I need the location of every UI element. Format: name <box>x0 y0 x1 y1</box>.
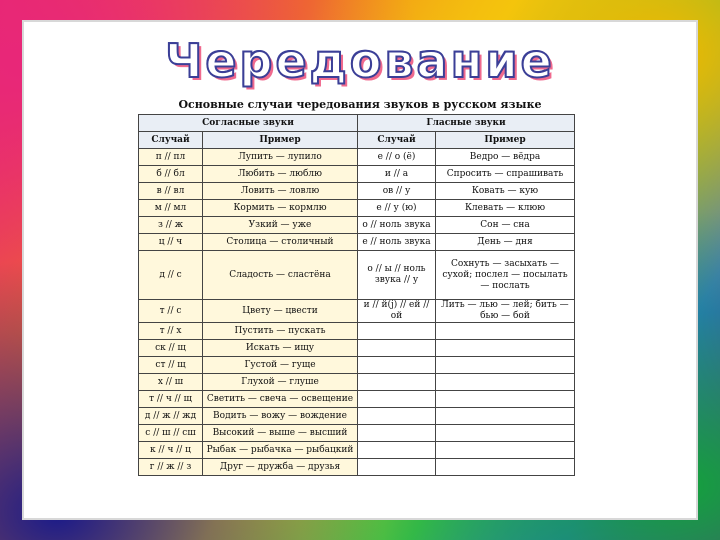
table-cell: т // х <box>139 323 203 340</box>
table-cell: е // у (ю) <box>358 200 436 217</box>
table-cell <box>358 391 436 408</box>
table-cell: Сладость — сластёна <box>203 251 358 300</box>
table-cell: Узкий — уже <box>203 217 358 234</box>
table-cell: к // ч // ц <box>139 442 203 459</box>
table-cell: в // вл <box>139 183 203 200</box>
column-header-example: Пример <box>436 132 575 149</box>
table-cell: п // пл <box>139 149 203 166</box>
alternation-table <box>138 114 575 476</box>
table-cell: Цвету — цвести <box>203 300 358 323</box>
column-header-example: Пример <box>203 132 358 149</box>
table-cell <box>358 459 436 476</box>
column-header-row <box>139 132 575 149</box>
table-cell <box>436 459 575 476</box>
table-cell: ск // щ <box>139 340 203 357</box>
table-cell: с // ш // сш <box>139 425 203 442</box>
table-cell <box>436 425 575 442</box>
table-cell <box>358 323 436 340</box>
table-cell: ц // ч <box>139 234 203 251</box>
table-caption: Основные случаи чередования звуков в русском языке <box>178 98 542 111</box>
table-cell <box>358 425 436 442</box>
table-cell <box>436 374 575 391</box>
table-cell: Глухой — глуше <box>203 374 358 391</box>
table-body <box>139 149 575 476</box>
table-cell: Друг — дружба — друзья <box>203 459 358 476</box>
table-cell: т // ч // щ <box>139 391 203 408</box>
table-cell: Столица — столичный <box>203 234 358 251</box>
table-cell: Искать — ищу <box>203 340 358 357</box>
table-cell: о // ы // ноль звука // у <box>358 251 436 300</box>
table-cell <box>358 374 436 391</box>
table-row <box>139 251 575 300</box>
table-row <box>139 357 575 374</box>
table-row <box>139 374 575 391</box>
table-cell: з // ж <box>139 217 203 234</box>
table-row <box>139 200 575 217</box>
group-header-row <box>139 115 575 132</box>
table-row <box>139 425 575 442</box>
table-cell: Ковать — кую <box>436 183 575 200</box>
table-cell: Лупить — лупило <box>203 149 358 166</box>
table-cell <box>436 442 575 459</box>
table-row <box>139 391 575 408</box>
table-cell: х // ш <box>139 374 203 391</box>
table-cell <box>358 357 436 374</box>
table-cell: и // а <box>358 166 436 183</box>
table-cell: ов // у <box>358 183 436 200</box>
group-header-consonants: Согласные звуки <box>139 115 358 132</box>
table-row <box>139 234 575 251</box>
table-cell: Сон — сна <box>436 217 575 234</box>
slide <box>22 20 698 520</box>
table-cell: Спросить — спрашивать <box>436 166 575 183</box>
table-cell: Лить — лью — лей; бить — бью — бой <box>436 300 575 323</box>
table-cell: е // ноль звука <box>358 234 436 251</box>
table-row <box>139 217 575 234</box>
table-cell: День — дня <box>436 234 575 251</box>
table-cell: Сохнуть — засыхать — сухой; послел — посылать — послать <box>436 251 575 300</box>
table-row <box>139 340 575 357</box>
table-row <box>139 166 575 183</box>
table-row <box>139 442 575 459</box>
table-cell: е // о (ё) <box>358 149 436 166</box>
table-cell: Клевать — клюю <box>436 200 575 217</box>
table-cell: Ведро — вёдра <box>436 149 575 166</box>
table-cell <box>436 323 575 340</box>
slide-title: Чередование <box>165 34 555 88</box>
table-row <box>139 300 575 323</box>
table-cell <box>436 408 575 425</box>
table-cell <box>436 357 575 374</box>
table-cell <box>436 340 575 357</box>
table-row <box>139 408 575 425</box>
table-cell: Кормить — кормлю <box>203 200 358 217</box>
column-header-case: Случай <box>358 132 436 149</box>
table-cell: д // ж // жд <box>139 408 203 425</box>
table-cell: д // с <box>139 251 203 300</box>
table-cell: ст // щ <box>139 357 203 374</box>
table-cell <box>358 408 436 425</box>
table-cell: Светить — свеча — освещение <box>203 391 358 408</box>
table-cell: г // ж // з <box>139 459 203 476</box>
table-row <box>139 149 575 166</box>
table-cell: Высокий — выше — высший <box>203 425 358 442</box>
table-cell: и // й(j) // ей // ой <box>358 300 436 323</box>
table-row <box>139 323 575 340</box>
table-cell <box>358 442 436 459</box>
table-cell: о // ноль звука <box>358 217 436 234</box>
table-cell: Ловить — ловлю <box>203 183 358 200</box>
table-cell: Пустить — пускать <box>203 323 358 340</box>
table-cell: Рыбак — рыбачка — рыбацкий <box>203 442 358 459</box>
table-cell <box>358 340 436 357</box>
table-cell: Густой — гуще <box>203 357 358 374</box>
group-header-vowels: Гласные звуки <box>358 115 575 132</box>
table-cell: Любить — люблю <box>203 166 358 183</box>
table-cell: м // мл <box>139 200 203 217</box>
table-cell: т // с <box>139 300 203 323</box>
table-cell <box>436 391 575 408</box>
table-row <box>139 459 575 476</box>
column-header-case: Случай <box>139 132 203 149</box>
table-cell: Водить — вожу — вождение <box>203 408 358 425</box>
table-row <box>139 183 575 200</box>
table-cell: б // бл <box>139 166 203 183</box>
